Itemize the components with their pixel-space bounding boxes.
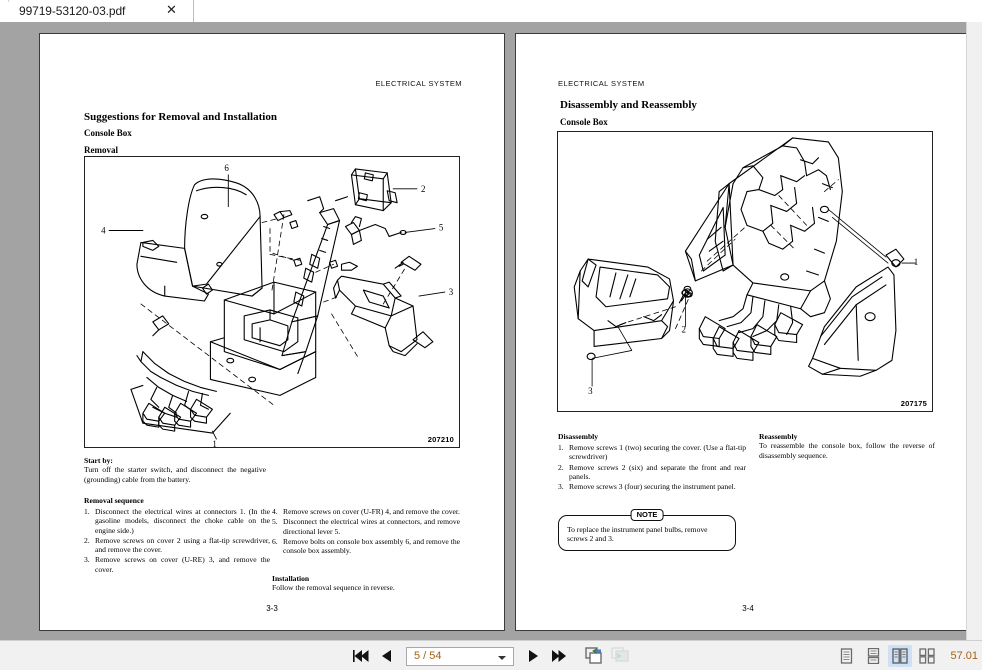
next-view-glyph bbox=[611, 647, 631, 665]
page-number-left: 3-3 bbox=[266, 604, 278, 613]
two-page-continuous-view-glyph bbox=[919, 648, 935, 664]
svg-text:3: 3 bbox=[448, 287, 454, 298]
tab-document[interactable] bbox=[8, 0, 194, 22]
list-item-number: 3. bbox=[558, 482, 564, 492]
page-left-section: Removal bbox=[84, 145, 118, 155]
continuous-scroll-view-glyph bbox=[866, 648, 881, 664]
reassembly-heading: Reassembly bbox=[759, 432, 798, 441]
disassembly-heading: Disassembly bbox=[558, 432, 599, 441]
page-right-title: Disassembly and Reassembly bbox=[560, 99, 697, 111]
list-item bbox=[84, 536, 270, 555]
next-page-icon[interactable] bbox=[520, 643, 546, 669]
page-right-header: ELECTRICAL SYSTEM bbox=[558, 79, 645, 88]
first-page-glyph bbox=[353, 649, 370, 663]
disassembly-step-list bbox=[558, 443, 746, 492]
zoom-level-value[interactable]: 57.01 bbox=[950, 650, 978, 662]
list-item bbox=[558, 482, 746, 491]
figure-console-box-disassembly bbox=[557, 131, 933, 412]
list-item-text: Remove screws on cover (U-RE) 3, and remove the cover. bbox=[95, 555, 270, 574]
last-page-glyph bbox=[551, 649, 568, 663]
list-item bbox=[84, 555, 270, 574]
installation-text: Follow the removal sequence in reverse. bbox=[272, 583, 395, 593]
page-number-input[interactable] bbox=[406, 647, 514, 666]
note-box bbox=[558, 510, 736, 551]
removal-sequence-heading: Removal sequence bbox=[84, 496, 144, 505]
removal-sequence-col-1 bbox=[84, 507, 270, 575]
previous-view-glyph bbox=[585, 647, 605, 665]
page-right-subtitle: Console Box bbox=[560, 117, 608, 127]
list-item bbox=[272, 537, 460, 556]
tab-bar bbox=[0, 0, 982, 23]
list-item-number: 1. bbox=[558, 443, 564, 452]
single-page-view-icon[interactable] bbox=[834, 645, 858, 667]
page-number-right: 3-4 bbox=[742, 604, 754, 613]
page-right bbox=[515, 33, 981, 631]
page-left-subtitle: Console Box bbox=[84, 128, 132, 138]
list-item-text: Remove screws 2 (six) and separate the front and rear panels. bbox=[569, 462, 746, 481]
note-callout bbox=[558, 510, 736, 551]
figure-number-right: 207175 bbox=[900, 399, 927, 408]
reassembly-text: To reassemble the console box, follow the reverse of disassembly sequence. bbox=[759, 441, 935, 460]
list-item-number: 6. bbox=[272, 536, 278, 546]
note-text: To replace the instrument panel bulbs, remove screws 2 and 3. bbox=[567, 525, 708, 544]
figure-console-box-disassembly-drawing bbox=[558, 132, 932, 411]
continuous-scroll-view-icon[interactable] bbox=[861, 645, 885, 667]
vertical-scrollbar[interactable] bbox=[966, 22, 982, 640]
svg-text:5: 5 bbox=[438, 222, 444, 233]
svg-text:2: 2 bbox=[420, 183, 426, 194]
note-label: NOTE bbox=[631, 509, 664, 521]
list-item-text: Remove bolts on console box assembly 6, and remove the console box assembly. bbox=[283, 536, 460, 556]
list-item-text: Remove screws 3 (four) securing the instrument panel. bbox=[569, 482, 736, 492]
reassembly-block bbox=[759, 432, 935, 460]
start-by-text: Turn off the starter switch, and disconnect the negative (grounding) cable from the battery. bbox=[84, 465, 266, 484]
svg-text:1: 1 bbox=[212, 439, 217, 447]
start-by-heading: Start by: bbox=[84, 456, 113, 465]
list-item-text: Disconnect the electrical wires at connectors 1. (In the gasoline models, disconnect the choke cable on the engine side.) bbox=[95, 507, 270, 535]
figure-console-box-removal bbox=[84, 156, 460, 448]
list-item bbox=[558, 463, 746, 482]
document-canvas[interactable] bbox=[0, 22, 966, 640]
list-item-text: Disconnect the electrical wires at connectors, and remove directional lever 5. bbox=[283, 517, 460, 536]
list-item-text: Remove screws on cover (U-FR) 4, and remove the cover. bbox=[283, 507, 460, 516]
list-item-number: 2. bbox=[558, 462, 564, 472]
previous-page-glyph bbox=[381, 649, 393, 663]
svg-text:6: 6 bbox=[224, 162, 229, 173]
page-left-title: Suggestions for Removal and Installation bbox=[84, 111, 277, 123]
list-item-number: 5. bbox=[272, 517, 278, 527]
two-page-continuous-view-icon[interactable] bbox=[915, 645, 939, 667]
page-number-value: 5 / 54 bbox=[414, 650, 442, 662]
view-mode-group bbox=[834, 641, 982, 670]
svg-text:3: 3 bbox=[588, 386, 593, 397]
svg-text:2: 2 bbox=[681, 324, 686, 335]
chevron-down-icon[interactable] bbox=[498, 656, 506, 660]
close-icon[interactable]: ✕ bbox=[166, 3, 177, 18]
figure-console-box-removal-drawing bbox=[85, 157, 459, 447]
first-page-icon[interactable] bbox=[348, 643, 374, 669]
list-item-text: Remove screws 1 (two) securing the cover. (Use a flat-tip screwdriver) bbox=[569, 443, 746, 462]
svg-text:4: 4 bbox=[101, 225, 106, 236]
page-left bbox=[39, 33, 505, 631]
figure-number-left: 207210 bbox=[427, 435, 454, 444]
next-page-glyph bbox=[527, 649, 539, 663]
two-page-view-icon[interactable] bbox=[888, 645, 912, 667]
list-item-number: 3. bbox=[84, 555, 90, 565]
list-item-number: 2. bbox=[84, 535, 90, 545]
removal-sequence-heading-wrap bbox=[84, 496, 266, 505]
two-page-view-glyph bbox=[892, 648, 908, 664]
list-item-text: Remove screws on cover 2 using a flat-tip screwdriver, and remove the cover. bbox=[95, 535, 270, 555]
list-item-number: 4. bbox=[272, 507, 278, 516]
list-item bbox=[558, 443, 746, 462]
single-page-view-glyph bbox=[839, 648, 854, 664]
disassembly-heading-wrap bbox=[558, 432, 746, 441]
installation-block bbox=[272, 574, 460, 593]
next-view-icon[interactable] bbox=[608, 643, 634, 669]
previous-page-icon[interactable] bbox=[374, 643, 400, 669]
list-item-number: 1. bbox=[84, 507, 90, 516]
bottom-toolbar bbox=[0, 640, 982, 670]
svg-text:1: 1 bbox=[913, 257, 919, 268]
last-page-icon[interactable] bbox=[546, 643, 572, 669]
removal-sequence-col-2 bbox=[272, 507, 460, 556]
list-item bbox=[272, 507, 460, 516]
previous-view-icon[interactable] bbox=[582, 643, 608, 669]
page-left-header: ELECTRICAL SYSTEM bbox=[375, 79, 462, 88]
installation-heading: Installation bbox=[272, 574, 310, 583]
list-item bbox=[84, 507, 270, 535]
list-item bbox=[272, 517, 460, 536]
tab-title: 99719-53120-03.pdf bbox=[19, 4, 126, 18]
start-by-block bbox=[84, 456, 266, 484]
